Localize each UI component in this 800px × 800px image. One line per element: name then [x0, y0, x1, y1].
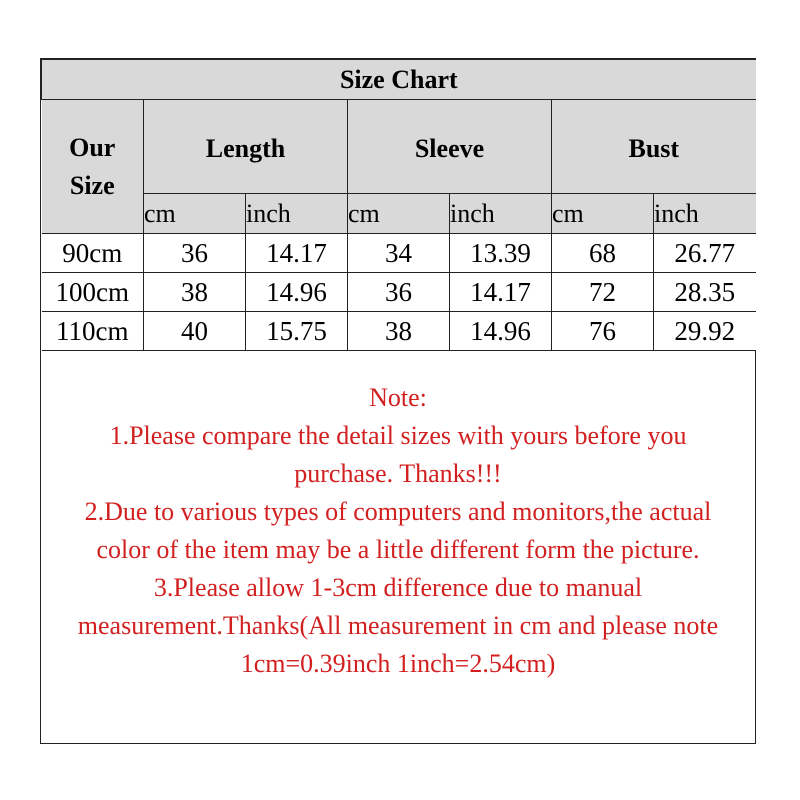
- note-line-3: 3.Please allow 1-3cm difference due to manual measurement.Thanks(All measurement in cm and please note 1cm=0.39inch 1inch=2.54cm): [77, 573, 719, 678]
- bust-cm-cell: 76: [552, 312, 654, 351]
- our-size-line1: Our: [69, 132, 116, 162]
- table-row: [42, 234, 756, 273]
- sleeve-inch-cell: 14.96: [450, 312, 552, 351]
- table-row: [42, 273, 756, 312]
- bust-inch-cell: 26.77: [654, 234, 756, 273]
- size-cell: 90cm: [42, 234, 144, 273]
- our-size-header: [42, 100, 144, 234]
- length-header: Length: [144, 100, 348, 194]
- size-chart-sheet: [40, 58, 756, 744]
- our-size-line2: Size: [69, 170, 115, 200]
- sleeve-cm-cell: 36: [348, 273, 450, 312]
- bust-inch-cell: 29.92: [654, 312, 756, 351]
- note-line-1: 1.Please compare the detail sizes with yours before you purchase. Thanks!!!: [109, 421, 687, 488]
- bust-header: Bust: [552, 100, 756, 194]
- bust-inch-cell: 28.35: [654, 273, 756, 312]
- length-inch-cell: 14.96: [246, 273, 348, 312]
- size-cell: 110cm: [42, 312, 144, 351]
- length-inch-cell: 15.75: [246, 312, 348, 351]
- header-row: [42, 100, 756, 194]
- bust-cm-cell: 68: [552, 234, 654, 273]
- size-chart-title: Size Chart: [42, 60, 756, 100]
- size-chart-table: [41, 59, 756, 351]
- bust-cm-unit: cm: [552, 194, 654, 234]
- sleeve-inch-cell: 14.17: [450, 273, 552, 312]
- length-cm-unit: cm: [144, 194, 246, 234]
- length-cm-cell: 40: [144, 312, 246, 351]
- title-row: [42, 60, 756, 100]
- sleeve-cm-cell: 38: [348, 312, 450, 351]
- sleeve-cm-cell: 34: [348, 234, 450, 273]
- sleeve-header: Sleeve: [348, 100, 552, 194]
- note-line-2: 2.Due to various types of computers and monitors,the actual color of the item may be a little different form the picture.: [84, 497, 712, 564]
- unit-row: [42, 194, 756, 234]
- bust-cm-cell: 72: [552, 273, 654, 312]
- size-cell: 100cm: [42, 273, 144, 312]
- table-row: [42, 312, 756, 351]
- sleeve-cm-unit: cm: [348, 194, 450, 234]
- note-title: Note:: [369, 383, 427, 412]
- notes-section: [41, 353, 755, 743]
- sleeve-inch-unit: inch: [450, 194, 552, 234]
- length-cm-cell: 36: [144, 234, 246, 273]
- bust-inch-unit: inch: [654, 194, 756, 234]
- length-inch-unit: inch: [246, 194, 348, 234]
- length-inch-cell: 14.17: [246, 234, 348, 273]
- length-cm-cell: 38: [144, 273, 246, 312]
- sleeve-inch-cell: 13.39: [450, 234, 552, 273]
